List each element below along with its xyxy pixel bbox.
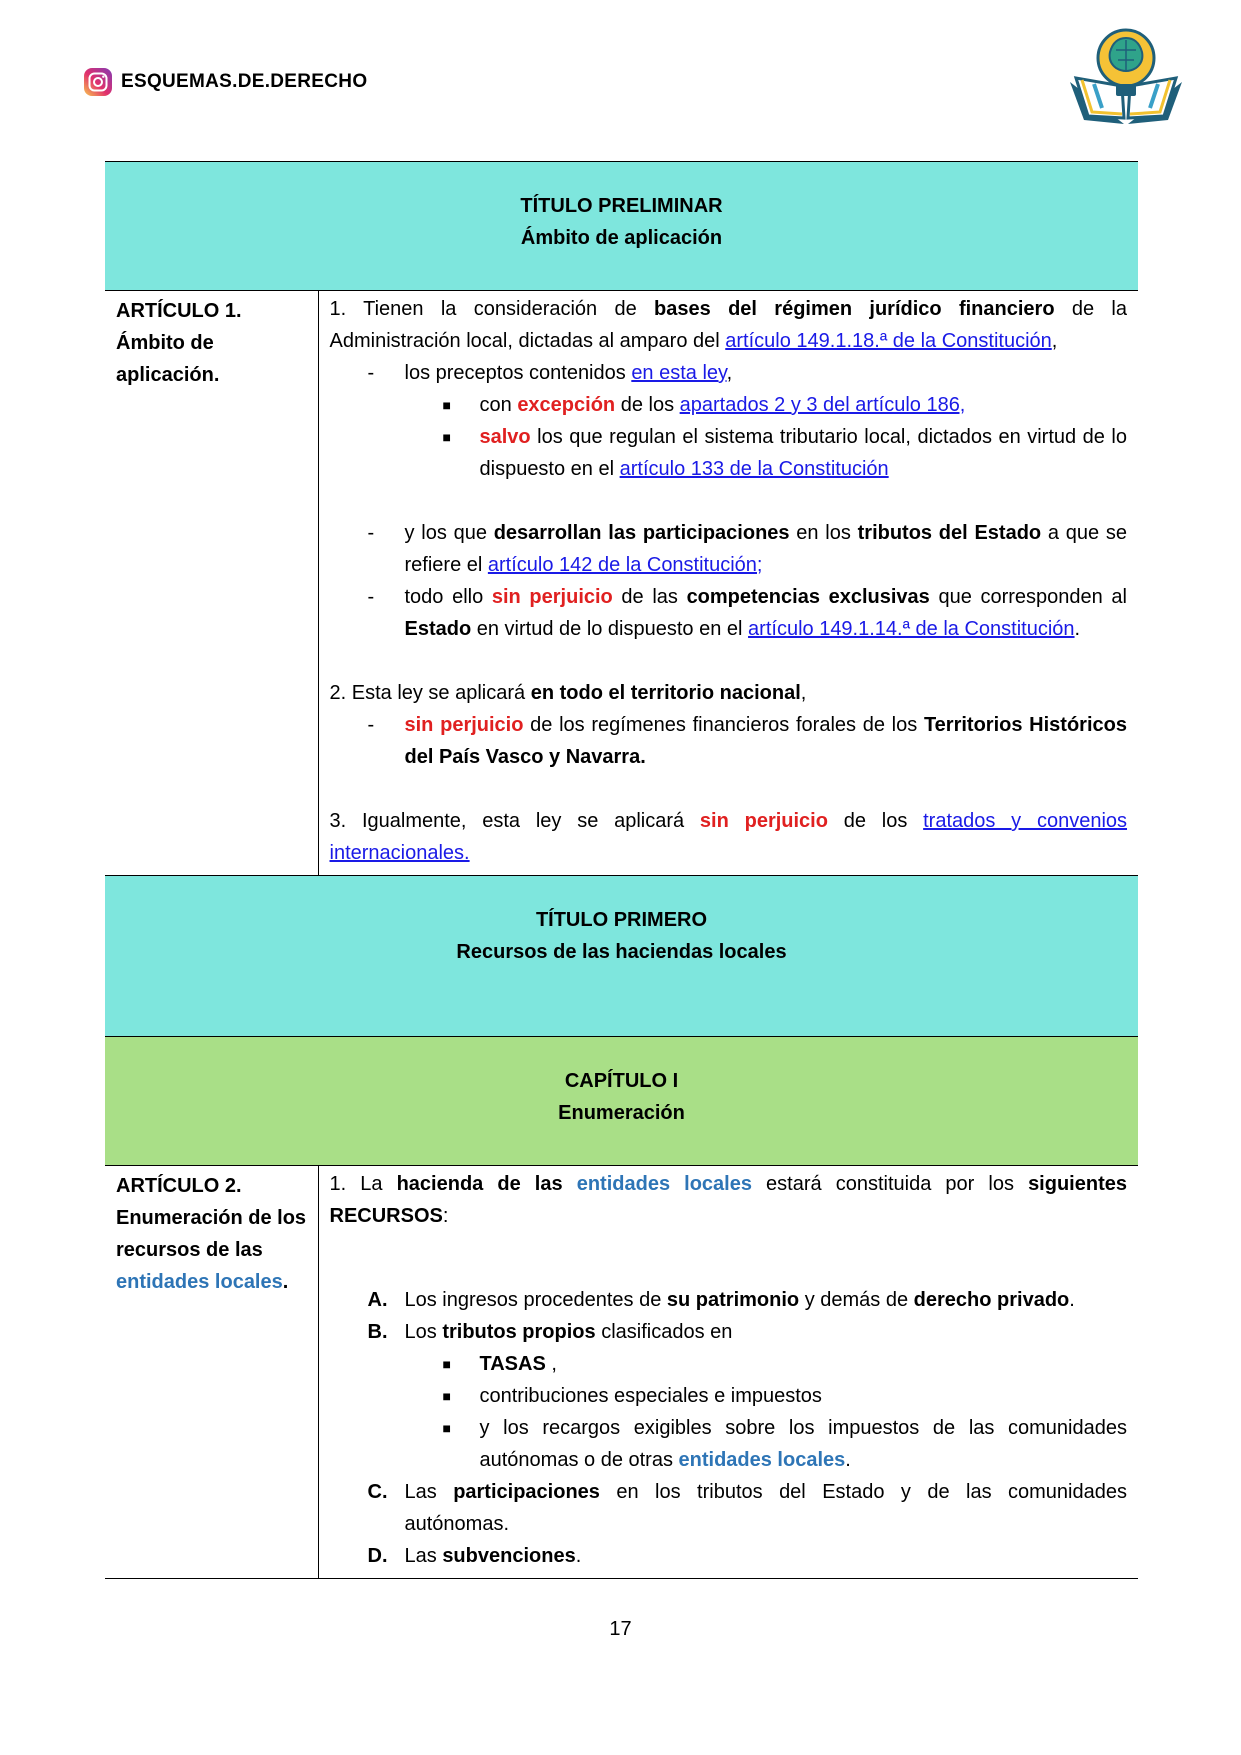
articulo-1-row	[105, 291, 1138, 876]
link-tratados[interactable]: tratados y convenios internacionales.	[329, 810, 1128, 864]
titulo-preliminar-row	[105, 162, 1138, 291]
articulo-2-label	[105, 1166, 318, 1579]
article-heading: aplicación.	[116, 364, 220, 386]
capitulo-row	[105, 1037, 1138, 1166]
article-heading: Ámbito de	[116, 332, 214, 354]
brand-name: ESQUEMAS.DE.DERECHO	[121, 71, 368, 92]
paragraph-1: 1. Tienen la consideración de bases del régimen jurídico financiero de la Administración local, dictadas al amparo del artículo 149.1.18.ª de la Constitución,	[329, 298, 1127, 352]
link-art-186[interactable]: apartados 2 y 3 del artículo 186,	[679, 394, 966, 416]
list-item: B. Los tributos propios clasificados en	[367, 1321, 733, 1343]
link-art-133[interactable]: artículo 133 de la Constitución	[619, 458, 889, 480]
page-number: 17	[609, 1618, 632, 1640]
list-item: ■ TASAS ,	[443, 1348, 1128, 1380]
instagram-icon	[83, 67, 113, 97]
link-art-149-1-18[interactable]: artículo 149.1.18.ª de la Constitución	[725, 330, 1052, 352]
paragraph-3: 3. Igualmente, esta ley se aplicará sin perjuicio de los tratados y convenios internacionales.	[329, 810, 1128, 864]
list-item: ■ contribuciones especiales e impuestos	[443, 1380, 1128, 1412]
list-item: D. Las subvenciones.	[367, 1545, 582, 1567]
articulo-1-label	[105, 291, 318, 876]
article-heading: Enumeración de los recursos de las entidades locales.	[116, 1207, 307, 1293]
bullet-square-icon: ■	[442, 1356, 451, 1372]
link-art-142[interactable]: artículo 142 de la Constitución;	[487, 554, 763, 576]
paragraph-2: 2. Esta ley se aplicará en todo el territorio nacional,	[329, 682, 807, 704]
section-subtitle: Enumeración	[558, 1102, 685, 1124]
section-title: TÍTULO PRELIMINAR	[520, 195, 723, 217]
list-item: ■ y los recargos exigibles sobre los impuestos de las comunidades autónomas o de otras entidades locales.	[443, 1412, 1128, 1476]
link-en-esta-ley[interactable]: en esta ley	[631, 362, 727, 384]
list-item: - y los que desarrollan las participaciones en los tributos del Estado a que se refiere el artículo 142 de la Constitución;	[367, 522, 1128, 576]
section-title: CAPÍTULO I	[564, 1070, 679, 1092]
list-item: - sin perjuicio de los regímenes financieros forales de los Territorios Históricos del País Vasco y Navarra.	[367, 714, 1127, 768]
list-item: - los preceptos contenidos en esta ley,	[367, 362, 733, 384]
article-number: ARTÍCULO 2.	[116, 1175, 242, 1197]
book-brain-lightbulb-logo	[1064, 20, 1188, 130]
brand-header	[83, 66, 367, 98]
bullet-square-icon: ■	[442, 1388, 451, 1404]
section-subtitle: Recursos de las haciendas locales	[456, 941, 787, 963]
articulo-2-row	[105, 1166, 1138, 1579]
list-item: ■ salvo los que regulan el sistema tributario local, dictados en virtud de lo dispuesto en el artículo 133 de la Constitución	[443, 421, 1128, 485]
paragraph-1: 1. La hacienda de las entidades locales estará constituida por los siguientes RECURSOS:	[329, 1173, 1127, 1227]
articulo-2-body	[318, 1166, 1138, 1579]
article-number: ARTÍCULO 1.	[116, 300, 242, 322]
bullet-square-icon: ■	[442, 397, 451, 413]
bullet-square-icon: ■	[442, 429, 451, 445]
section-subtitle: Ámbito de aplicación	[520, 227, 723, 249]
list-item: A. Los ingresos procedentes de su patrimonio y demás de derecho privado.	[367, 1289, 1075, 1311]
list-item: C. Las participaciones en los tributos del Estado y de las comunidades autónomas.	[367, 1481, 1127, 1535]
schema-table	[105, 161, 1138, 1579]
list-item: - todo ello sin perjuicio de las competencias exclusivas que corresponden al Estado en virtud de lo dispuesto en el artículo 149.1.14.ª de la Constitución.	[367, 586, 1127, 640]
titulo-primero-row	[105, 876, 1138, 1037]
section-title: TÍTULO PRIMERO	[535, 909, 708, 931]
bullet-square-icon: ■	[442, 1420, 451, 1436]
articulo-1-body	[318, 291, 1138, 876]
link-art-149-1-14[interactable]: artículo 149.1.14.ª de la Constitución	[748, 618, 1075, 640]
list-item: ■ con excepción de los apartados 2 y 3 del artículo 186,	[443, 389, 1128, 421]
